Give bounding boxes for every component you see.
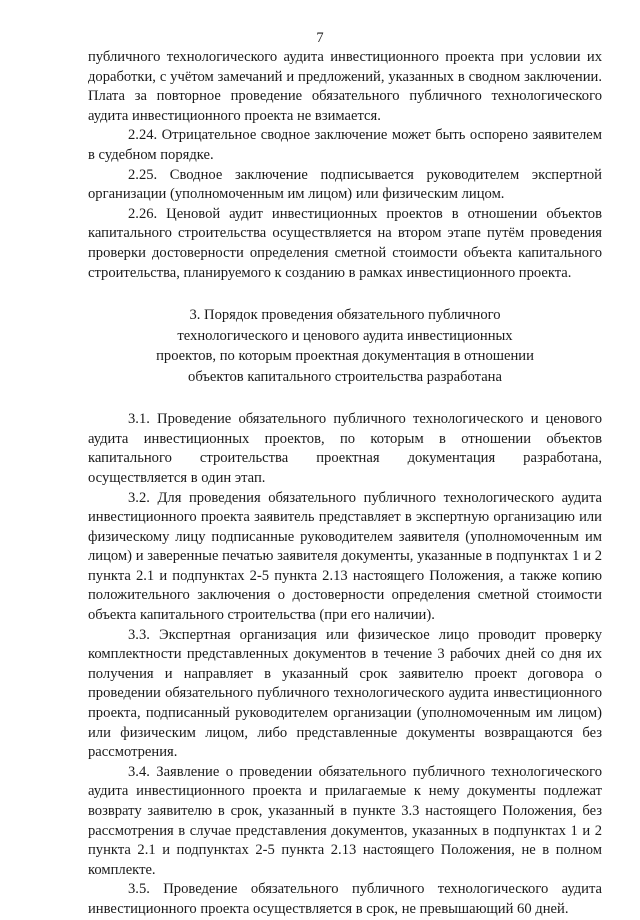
section-heading [88, 305, 602, 387]
paragraph-3-2: 3.2. Для проведения обязательного публичного технологического аудита инвестиционного проекта заявитель представляет в экспертную организацию или физическому лицу подписанные руководителем заявителя (уполномоченным им лицом) и заверенные печатью заявителя документы, указанные в подпунктах 1 и 2 пункта 2.1 и подпунктах 2-5 пункта 2.13 настоящего Положения, а также копию положительного заключения о достоверности определения сметной стоимости объекта капитального строительства (при его наличии). [88, 489, 602, 624]
paragraph-2-24: 2.24. Отрицательное сводное заключение может быть оспорено заявителем в судебном порядке. [88, 127, 602, 163]
paragraph-3-3: 3.3. Экспертная организация или физическое лицо проводит проверку комплектности представленных документов в течение 3 рабочих дней со дня их получения и направляет в указанный срок заявителю проект договора о проведении обязательного публичного технологического аудита инвестиционного проекта, подписанный руководителем организации (уполномоченным им лицом) или физическим лицом, либо представленные документы возвращаются без рассмотрения. [88, 626, 602, 761]
paragraph-2-25: 2.25. Сводное заключение подписывается руководителем экспертной организации (уполномоченным им лицом) или физическим лицом. [88, 166, 602, 203]
section-heading-line: технологического и ценового аудита инвестиционных [177, 327, 513, 344]
paragraph-3-5: 3.5. Проведение обязательного публичного технологического аудита инвестиционного проекта осуществляется в срок, не превышающий 60 дней. [88, 881, 602, 917]
paragraph-2-26: 2.26. Ценовой аудит инвестиционных проектов в отношении объектов капитального строительства осуществляется на втором этапе путём проведения проверки достоверности определения сметной стоимости объекта капитального строительства, планируемого к созданию в рамках инвестиционного проекта. [88, 205, 602, 281]
section-heading-line: 3. Порядок проведения обязательного публичного [189, 307, 501, 324]
paragraph-continuation: публичного технологического аудита инвестиционного проекта при условии их доработки, с учётом замечаний и предложений, указанных в сводном заключении. Плата за повторное проведение обязательного публичного технологического аудита инвестиционного проекта не взимается. [88, 49, 602, 124]
document-body [88, 48, 602, 920]
paragraph-3-4: 3.4. Заявление о проведении обязательного публичного технологического аудита инвестиционного проекта и прилагаемые к нему документы подлежат возврату заявителю в срок, указанный в пункте 3.3 настоящего Положения, без рассмотрения в случае представления документов, указанных в подпунктах 1 и 2 пункта 2.1 и подпунктах 2-5 пункта 2.13 настоящего Положения, не в полном комплекте. [88, 763, 602, 878]
paragraph-3-1: 3.1. Проведение обязательного публичного технологического и ценового аудита инвестиционных проектов, по которым в отношении объектов капитального строительства проектная документация разработана, осуществляется в один этап. [88, 411, 602, 486]
section-heading-line: объектов капитального строительства разработана [188, 368, 502, 385]
section-heading-line: проектов, по которым проектная документация в отношении [156, 348, 534, 365]
page-number: 7 [316, 30, 324, 46]
